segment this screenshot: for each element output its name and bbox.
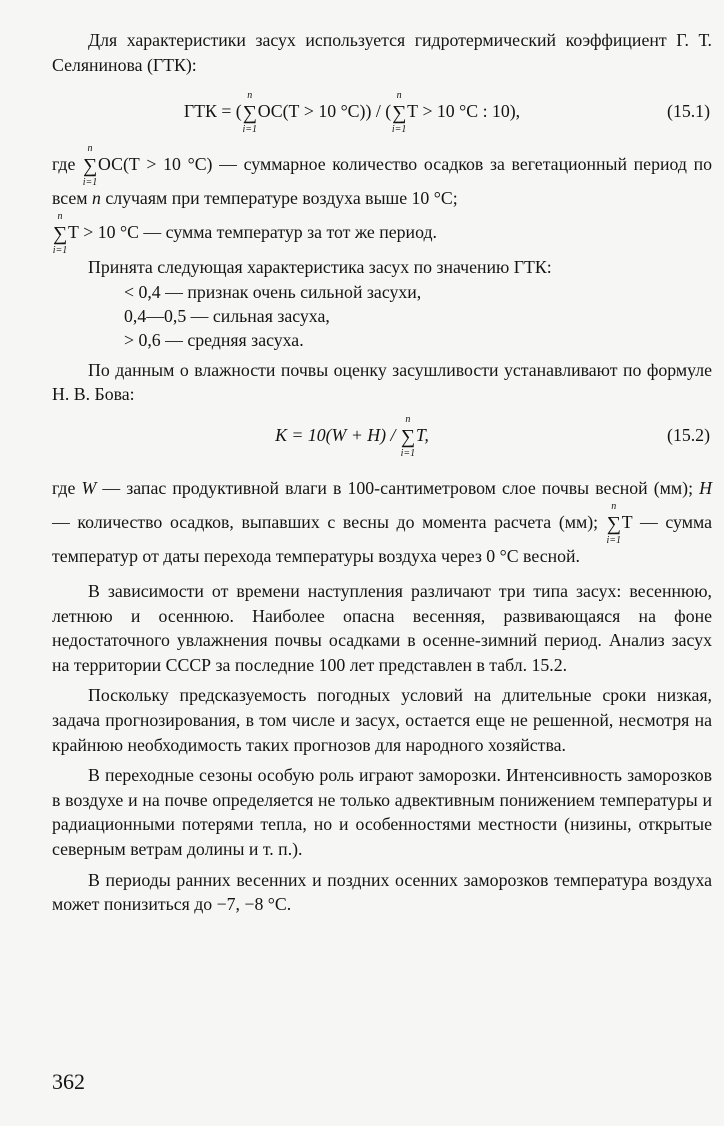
- formula-number: (15.2): [667, 424, 710, 445]
- paragraph-frost-temp: В периоды ранних весенних и поздних осенних заморозков температура воздуха может понизиться до −7, −8 °С.: [52, 869, 712, 915]
- formula-lhs: ГТК = (: [183, 101, 242, 122]
- list-item: 0,4—0,5 — сильная засуха,: [124, 305, 330, 326]
- formula-15-2: [52, 407, 712, 471]
- sum-symbol: n ∑ i=1: [52, 211, 68, 257]
- sum-symbol: n ∑ i=1: [606, 500, 622, 546]
- paragraph-where-1: где n ∑ i=1 ОС(Т > 10 °С) — суммарное количество осадков за вегетационный период по всем n случаям при температуре воздуха выше 10 °С; n ∑ i=1 Т > 10 °С — сумма температур за тот же период.: [52, 143, 712, 257]
- formula-15-1: [52, 83, 712, 147]
- paragraph-forecast: Поскольку предсказуемость погодных условий на длительные сроки низкая, задача прогнозирования, в том числе и засух, остается еще не решенной, несмотря на крайнюю необходимость таких прогнозов для народного хозяйства.: [52, 685, 712, 755]
- sum-symbol: n ∑ i=1: [391, 90, 407, 136]
- formula-15-2-expression: [52, 413, 652, 459]
- list-item: > 0,6 — средняя засуха.: [124, 329, 304, 350]
- paragraph-bov-intro: По данным о влажности почвы оценку засушливости устанавливают по формуле Н. В. Бова:: [52, 359, 712, 405]
- paragraph-where-2: где W — запас продуктивной влаги в 100-сантиметровом слое почвы весной (мм); H — количество осадков, выпавших с весны до момента расчета (мм); n ∑ i=1 T — сумма температур от даты перехода температуры воздуха через 0 °С весной.: [52, 477, 712, 566]
- formula-rhs: T,: [415, 424, 429, 445]
- page-body: [52, 28, 712, 917]
- sum-symbol: n ∑ i=1: [242, 90, 257, 136]
- paragraph-frosts: В переходные сезоны особую роль играют заморозки. Интенсивность заморозков в воздухе и на почве определяется не только адвективным понижением температуры и радиационными потерями тепла, но и особенностями местности (низины, открытые северным ветрам долины и т. п.).: [52, 765, 712, 859]
- sum-symbol: n ∑ i=1: [82, 143, 98, 189]
- page-number: 362: [52, 1069, 85, 1094]
- formula-term-temp: Т > 10 °С : 10),: [407, 101, 521, 122]
- paragraph-gtk-intro: Для характеристики засух используется гидротермический коэффициент Г. Т. Селянинова (ГТК):: [52, 30, 712, 75]
- formula-15-1-expression: [52, 90, 652, 136]
- formula-lhs: K = 10(W + H) /: [275, 424, 400, 445]
- paragraph-drought-types: В зависимости от времени наступления различают три типа засух: весеннюю, летнюю и осеннюю. Наиболее опасна весенняя, развивающаяся на фоне недостаточного увлажнения почвы осадками в осенне-зимний период. Анализ засух на территории СССР за последние 100 лет представлен в табл. 15.2.: [52, 580, 712, 675]
- paragraph-gtk-scale: Принята следующая характеристика засух по значению ГТК:: [88, 257, 552, 278]
- list-item: < 0,4 — признак очень сильной засухи,: [124, 281, 422, 302]
- gtk-scale-list: [52, 280, 712, 352]
- formula-term-precip: ОС(Т > 10 °С)) / (: [257, 101, 392, 122]
- sum-symbol: n ∑ i=1: [400, 413, 416, 459]
- formula-number: (15.1): [667, 101, 710, 122]
